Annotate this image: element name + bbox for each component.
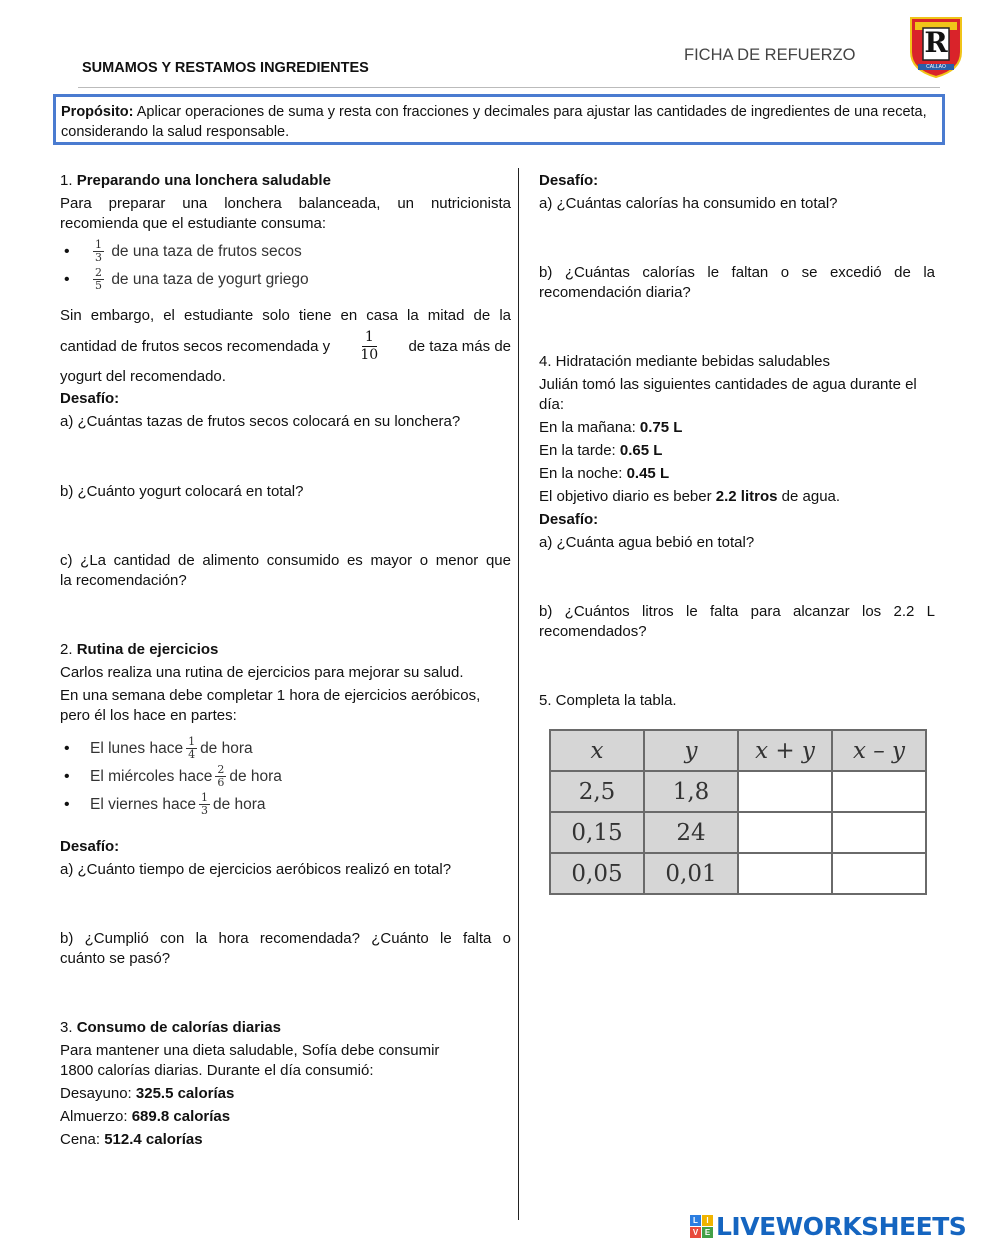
lunch-calories: Almuerzo: 689.8 calorías [60, 1108, 231, 1125]
section-1-heading: 1. Preparando una lonchera saludable [60, 172, 331, 189]
section-2-line-3: pero él los hace en partes: [60, 707, 237, 724]
brand-name: LIVEWORKSHEETS [716, 1211, 967, 1241]
section-4-line-1: Julián tomó las siguientes cantidades de agua durante el [539, 376, 917, 393]
section-3-question-b-line-1: b) ¿Cuántas calorías le faltan o se excedió de la [539, 264, 935, 281]
header-rule [78, 87, 940, 88]
section-1-paragraph-line-1: Sin embargo, el estudiante solo tiene en casa la mitad de la [60, 307, 511, 324]
table-row [550, 853, 926, 894]
section-4-question-b-line-1: b) ¿Cuántos litros le falta para alcanzar los 2.2 L [539, 603, 935, 620]
section-4-question-a: a) ¿Cuánta agua bebió en total? [539, 534, 755, 551]
logo-text: CALLAO [926, 64, 946, 70]
section-3-line-1: Para mantener una dieta saludable, Sofía debe consumir [60, 1042, 440, 1059]
section-4-heading: 4. Hidratación mediante bebidas saludables [539, 353, 831, 370]
section-2-line-2: En una semana debe completar 1 hora de ejercicios aeróbicos, [60, 687, 481, 704]
section-1-question-c-line-2: la recomendación? [60, 572, 187, 589]
section-2-question-b-line-1: b) ¿Cumplió con la hora recomendada? ¿Cuánto le falta o [60, 930, 511, 947]
morning-water: En la mañana: 0.75 L [539, 419, 683, 436]
list-item: • $\frac{2}{5}$ de una taza de yogurt griego [60, 266, 309, 294]
section-3-challenge: Desafío: [539, 172, 599, 189]
list-item: • El viernes hace $\frac{1}{3}$ de hora [60, 791, 282, 819]
cell-y: 0,01 [644, 853, 738, 894]
section-1-paragraph-line-3: yogurt del recomendado. [60, 368, 226, 385]
header-x: x [550, 730, 644, 771]
list-item: • $\frac{1}{3}$ de una taza de frutos secos [60, 238, 309, 266]
list-item: • El lunes hace $\frac{1}{4}$ de hora [60, 735, 282, 763]
cell-x: 2,5 [550, 771, 644, 812]
cell-x: 0,05 [550, 853, 644, 894]
table-header-row [550, 730, 926, 771]
worksheet-title: SUMAMOS Y RESTAMOS INGREDIENTES [82, 60, 369, 76]
list-item: • El miércoles hace $\frac{2}{6}$ de hora [60, 763, 282, 791]
section-4-question-b-line-2: recomendados? [539, 623, 647, 640]
section-1-question-c-line-1: c) ¿La cantidad de alimento consumido es mayor o menor que [60, 552, 511, 569]
section-2-line-1: Carlos realiza una rutina de ejercicios para mejorar su salud. [60, 664, 464, 681]
daily-water-goal: El objetivo diario es beber 2.2 litros de agua. [539, 488, 841, 505]
section-1-intro-line-1: Para preparar una lonchera balanceada, un nutricionista [60, 195, 511, 212]
section-2-heading: 2. Rutina de ejercicios [60, 641, 219, 658]
answer-cell-difference[interactable] [832, 812, 926, 853]
answer-cell-sum[interactable] [738, 853, 832, 894]
answer-cell-difference[interactable] [832, 771, 926, 812]
answer-cell-sum[interactable] [738, 812, 832, 853]
table-row [550, 812, 926, 853]
section-2-question-a: a) ¿Cuánto tiempo de ejercicios aeróbicos realizó en total? [60, 861, 452, 878]
answer-cell-difference[interactable] [832, 853, 926, 894]
sum-difference-table [549, 729, 927, 895]
section-2-question-b-line-2: cuánto se pasó? [60, 950, 171, 967]
table-row [550, 771, 926, 812]
purpose-text: Aplicar operaciones de suma y resta con fracciones y decimales para ajustar las cantidades de ingredientes de una receta, considerando la salud responsable. [61, 104, 927, 140]
column-divider [518, 168, 519, 1220]
school-logo [907, 12, 965, 78]
answer-cell-sum[interactable] [738, 771, 832, 812]
cell-x: 0,15 [550, 812, 644, 853]
section-3-line-2: 1800 calorías diarias. Durante el día consumió: [60, 1062, 374, 1079]
section-3-question-b-line-2: recomendación diaria? [539, 284, 691, 301]
header-x-minus-y: x – y [832, 730, 926, 771]
section-2-challenge: Desafío: [60, 838, 120, 855]
liveworksheets-logo[interactable] [690, 1210, 966, 1242]
section-1-challenge: Desafío: [60, 390, 120, 407]
brand-badge-icon: L I V E [690, 1215, 713, 1238]
logo-letter: R [924, 26, 948, 59]
section-1-list [60, 238, 309, 294]
dinner-calories: Cena: 512.4 calorías [60, 1131, 203, 1148]
cell-y: 1,8 [644, 771, 738, 812]
purpose-label: Propósito: [61, 104, 134, 120]
breakfast-calories: Desayuno: 325.5 calorías [60, 1085, 235, 1102]
worksheet-subtitle: FICHA DE REFUERZO [684, 46, 856, 64]
cell-y: 24 [644, 812, 738, 853]
section-3-question-a: a) ¿Cuántas calorías ha consumido en total? [539, 195, 838, 212]
night-water: En la noche: 0.45 L [539, 465, 670, 482]
section-2-list [60, 735, 282, 819]
header-x-plus-y: x + y [738, 730, 832, 771]
section-4-challenge: Desafío: [539, 511, 599, 528]
afternoon-water: En la tarde: 0.65 L [539, 442, 663, 459]
purpose-box [53, 94, 945, 145]
section-1-question-b: b) ¿Cuánto yogurt colocará en total? [60, 483, 304, 500]
section-5-heading: 5. Completa la tabla. [539, 692, 677, 709]
section-3-heading: 3. Consumo de calorías diarias [60, 1019, 281, 1036]
section-1-intro-line-2: recomienda que el estudiante consuma: [60, 215, 327, 232]
section-1-paragraph-line-2: cantidad de frutos secos recomendada y 1 10 de taza más de [60, 328, 511, 363]
fraction-one-tenth: 1 10 [360, 328, 379, 363]
header-y: y [644, 730, 738, 771]
section-1-question-a: a) ¿Cuántas tazas de frutos secos colocará en su lonchera? [60, 413, 461, 430]
section-4-line-2: día: [539, 396, 565, 413]
